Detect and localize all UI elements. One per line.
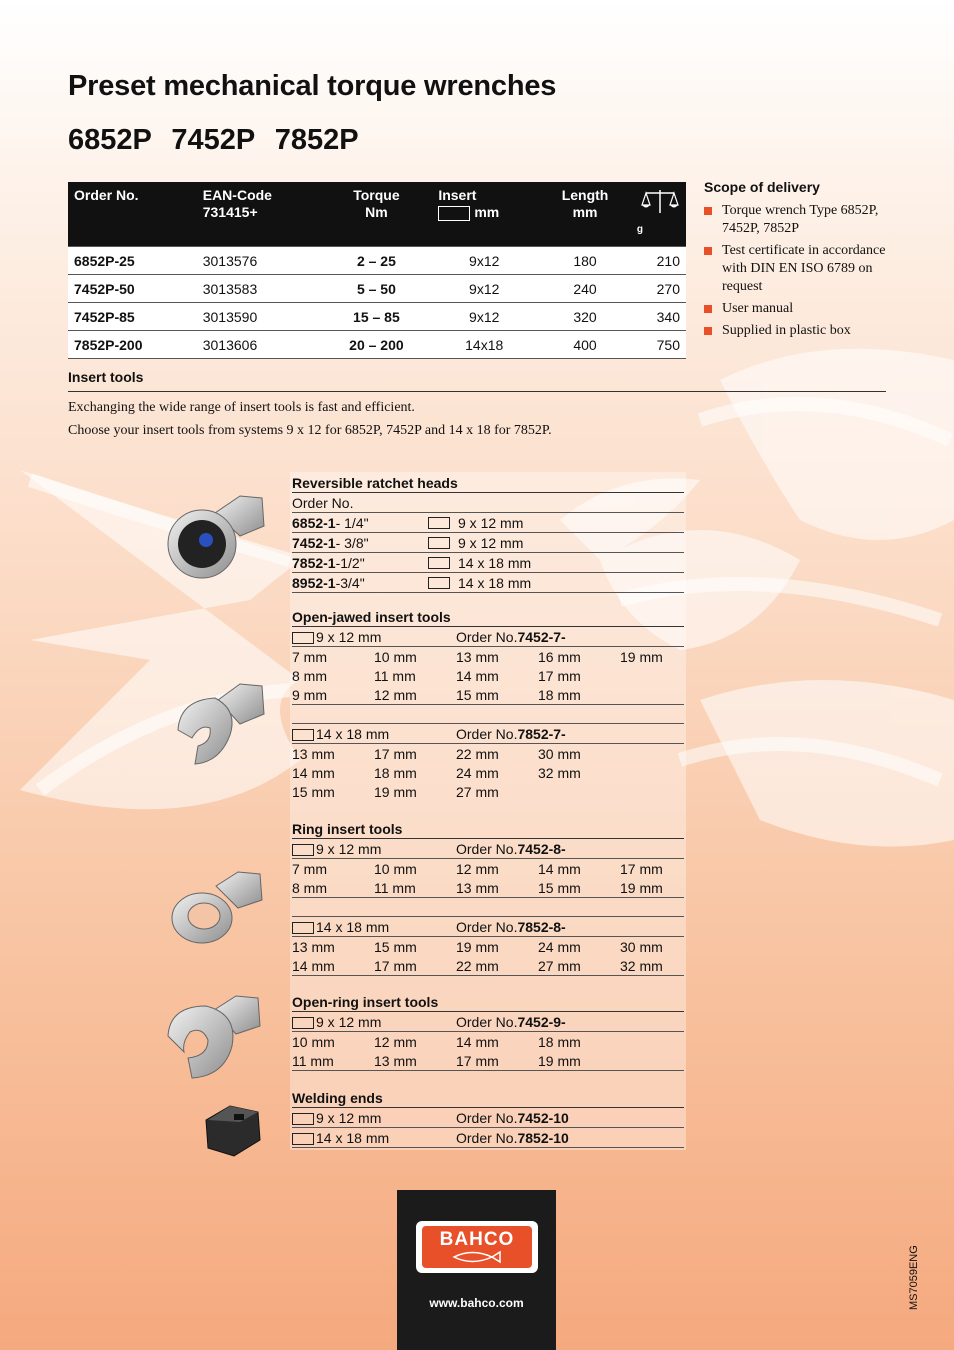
system-row: 14 x 18 mm Order No. 7852-7- (292, 725, 684, 744)
list-item: 9 x 12 mm Order No. 7452-10 (292, 1109, 684, 1128)
footer-brand-box (397, 1190, 556, 1350)
list-item: 7852-1-1/2" 14 x 18 mm (292, 554, 684, 573)
system-row: 9 x 12 mm Order No. 7452-7- (292, 628, 684, 647)
square-drive-icon (438, 206, 470, 221)
header-length: Length mm (536, 182, 634, 247)
model-numbers: 6852P 7452P 7852P (68, 124, 359, 156)
torque-wrench-table (68, 182, 686, 359)
table-row: 8 mm 11 mm 13 mm 15 mm 19 mm (292, 879, 684, 898)
square-drive-icon (292, 632, 314, 644)
ring-insert-section: Ring insert tools 9 x 12 mm Order No. 7452-8- 7 mm 10 mm 12 mm 14 mm 17 mm 8 mm 11 mm 13 mm 15 mm 19 mm 14 x 18 mm Order No. 7852-8- 13 mm 15 mm 19 mm 24 mm 30 mm 14 mm 17 mm 22 mm 27 mm 32 mm (292, 820, 684, 976)
scope-item: Supplied in plastic box (704, 322, 904, 340)
welding-ends-section: Welding ends 9 x 12 mm Order No. 7452-10 14 x 18 mm Order No. 7852-10 (292, 1089, 684, 1148)
square-drive-icon (428, 577, 450, 589)
system-row: 9 x 12 mm Order No. 7452-9- (292, 1013, 684, 1032)
table-row: 10 mm 12 mm 14 mm 18 mm (292, 1034, 581, 1050)
list-item: 8952-1-3/4" 14 x 18 mm (292, 574, 684, 593)
open-ring-tool-image (162, 992, 267, 1082)
header-ean: EAN-Code 731415+ (197, 182, 321, 247)
scope-title: Scope of delivery (704, 179, 820, 195)
fish-icon (452, 1250, 502, 1264)
table-row: 7852P-200 3013606 20 – 200 14x18 400 750 (68, 331, 686, 359)
website-url[interactable]: www.bahco.com (429, 1296, 524, 1310)
table-row: 6852P-25 3013576 2 – 25 9x12 180 210 (68, 247, 686, 275)
square-drive-icon (292, 844, 314, 856)
table-row: 15 mm 19 mm 27 mm (292, 784, 499, 800)
scope-item: Test certificate in accordance with DIN EN ISO 6789 on request (704, 242, 904, 296)
scope-item: User manual (704, 300, 904, 318)
ring-insert-tool-image (168, 868, 268, 948)
insert-tools-text: Exchanging the wide range of insert tools is fast and efficient. Choose your insert tools from systems 9 x 12 for 6852P, 7452P and 14 x 18 for 7852P. (68, 400, 552, 438)
table-row: 7452P-85 3013590 15 – 85 9x12 320 340 (68, 303, 686, 331)
page-title: Preset mechanical torque wrenches (68, 70, 557, 102)
square-drive-icon (292, 1017, 314, 1029)
open-jawed-section: Open-jawed insert tools 9 x 12 mm Order No. 7452-7- 7 mm 10 mm 13 mm 16 mm 19 mm 8 mm 11 mm 14 mm 17 mm 9 mm 12 mm 15 mm 18 mm 14 x 18 mm Order No. 7852-7- 13 mm 17 mm 22 mm 30 mm 14 mm 18 mm 24 mm 32 mm 15 mm 19 mm 27 mm (292, 608, 684, 801)
table-row: 11 mm 13 mm 17 mm 19 mm (292, 1052, 684, 1071)
bahco-logo: BAHCO (416, 1221, 538, 1273)
header-weight: g (634, 182, 686, 247)
header-torque: Torque Nm (321, 182, 433, 247)
list-item: 6852-1- 1/4" 9 x 12 mm (292, 514, 684, 533)
table-row: 13 mm 17 mm 22 mm 30 mm (292, 746, 581, 762)
table-row: 14 mm 18 mm 24 mm 32 mm (292, 765, 581, 781)
square-drive-icon (292, 1133, 314, 1145)
ratchet-head-image (160, 488, 270, 583)
list-item: Order No. (292, 494, 684, 513)
scope-item: Torque wrench Type 6852P, 7452P, 7852P (704, 202, 904, 238)
list-item: 7452-1- 3/8" 9 x 12 mm (292, 534, 684, 553)
system-row: 9 x 12 mm Order No. 7452-8- (292, 840, 684, 859)
table-row: 7 mm 10 mm 13 mm 16 mm 19 mm (292, 649, 663, 665)
table-row: 8 mm 11 mm 14 mm 17 mm (292, 668, 581, 684)
square-drive-icon (428, 557, 450, 569)
table-row: 7 mm 10 mm 12 mm 14 mm 17 mm (292, 861, 663, 877)
table-row: 14 mm 17 mm 22 mm 27 mm 32 mm (292, 957, 684, 976)
scope-of-delivery (704, 178, 904, 344)
table-row: 9 mm 12 mm 15 mm 18 mm (292, 686, 684, 705)
ratchet-heads-section: Reversible ratchet heads Order No. 6852-1- 1/4" 9 x 12 mm 7452-1- 3/8" 9 x 12 mm 7852-1-1/2" 14 x 18 mm 8952-1-3/4" 14 x 18 mm (292, 474, 684, 593)
square-drive-icon (292, 1113, 314, 1125)
open-ring-section: Open-ring insert tools 9 x 12 mm Order No. 7452-9- 10 mm 12 mm 14 mm 18 mm 11 mm 13 mm 17 mm 19 mm (292, 993, 684, 1071)
header-insert: Insert mm (432, 182, 536, 247)
square-drive-icon (428, 537, 450, 549)
open-jawed-tool-image (170, 680, 270, 770)
table-header-row (68, 182, 686, 247)
header-order: Order No. (68, 182, 197, 247)
table-row: 13 mm 15 mm 19 mm 24 mm 30 mm (292, 939, 663, 955)
insert-tools-heading: Insert tools (68, 369, 886, 392)
list-item: 14 x 18 mm Order No. 7852-10 (292, 1129, 684, 1148)
square-drive-icon (428, 517, 450, 529)
table-row: 7452P-50 3013583 5 – 50 9x12 240 270 (68, 275, 686, 303)
welding-end-image (200, 1100, 265, 1160)
scale-icon (641, 187, 679, 217)
system-row: 14 x 18 mm Order No. 7852-8- (292, 918, 684, 937)
square-drive-icon (292, 729, 314, 741)
square-drive-icon (292, 922, 314, 934)
document-code: MS7059ENG (908, 1245, 920, 1310)
